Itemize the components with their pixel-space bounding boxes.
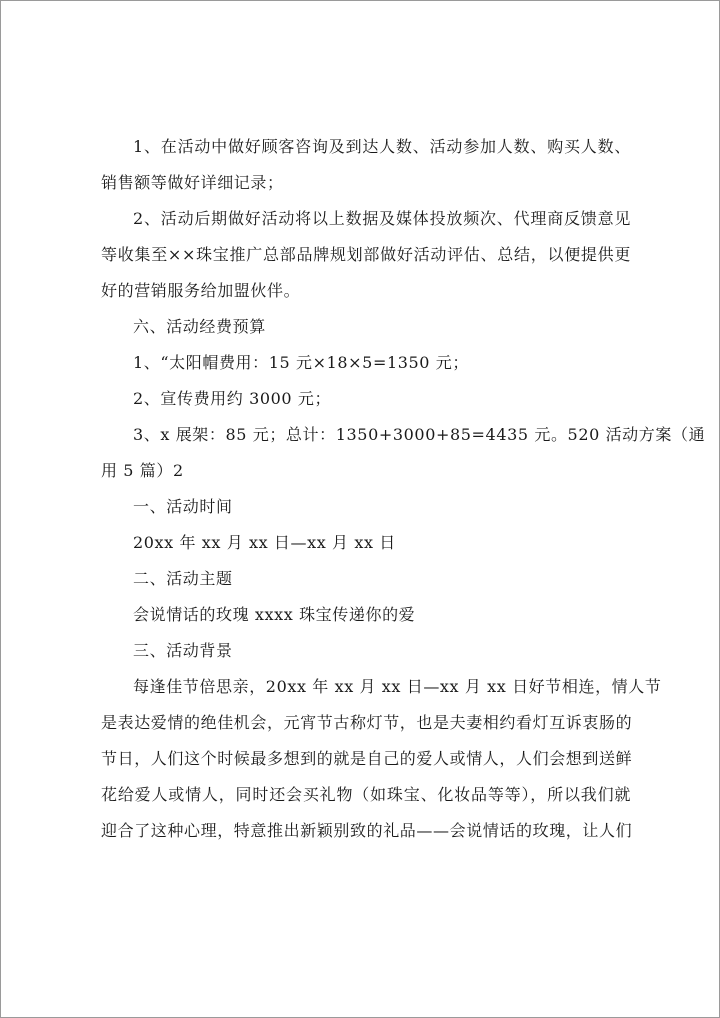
- paragraph-evaluation-line-1: 2、活动后期做好活动将以上数据及媒体投放频次、代理商反馈意见: [133, 209, 631, 228]
- background-paragraph-line-5: 迎合了这种心理，特意推出新颖别致的礼品——会说情话的玫瑰，让人们: [101, 821, 633, 840]
- activity-time-value: 20xx 年 xx 月 xx 日—xx 月 xx 日: [133, 533, 396, 552]
- paragraph-record-line-1: 1、在活动中做好顾客咨询及到达人数、活动参加人数、购买人数、: [133, 137, 631, 156]
- document-body: [101, 129, 706, 849]
- section-heading-budget: 六、活动经费预算: [133, 317, 266, 336]
- budget-item-promotion: 2、宣传费用约 3000 元；: [133, 389, 332, 408]
- budget-item-display-line-2: 用 5 篇）2: [101, 461, 184, 480]
- paragraph-evaluation-line-2: 等收集至××珠宝推广总部品牌规划部做好活动评估、总结，以便提供更: [101, 245, 631, 264]
- section-heading-time: 一、活动时间: [133, 497, 233, 516]
- budget-item-display-line-1: 3、x 展架：85 元；总计：1350+3000+85=4435 元。520 活动方案（通: [133, 425, 706, 444]
- section-heading-theme: 二、活动主题: [133, 569, 233, 588]
- background-paragraph-line-4: 花给爱人或情人，同时还会买礼物（如珠宝、化妆品等等），所以我们就: [101, 785, 631, 804]
- background-paragraph-line-1: 每逢佳节倍思亲，20xx 年 xx 月 xx 日—xx 月 xx 日好节相连，情人节: [133, 677, 662, 696]
- activity-theme-value: 会说情话的玫瑰 xxxx 珠宝传递你的爱: [133, 605, 416, 624]
- background-paragraph-line-3: 节日，人们这个时候最多想到的就是自己的爱人或情人，人们会想到送鲜: [101, 749, 633, 768]
- paragraph-evaluation-line-3: 好的营销服务给加盟伙伴。: [101, 281, 301, 300]
- section-heading-background: 三、活动背景: [133, 641, 233, 660]
- budget-item-hats: 1、“太阳帽费用：15 元×18×5=1350 元；: [133, 353, 469, 372]
- background-paragraph-line-2: 是表达爱情的绝佳机会，元宵节古称灯节，也是夫妻相约看灯互诉衷肠的: [101, 713, 633, 732]
- paragraph-record-line-2: 销售额等做好详细记录；: [101, 173, 284, 192]
